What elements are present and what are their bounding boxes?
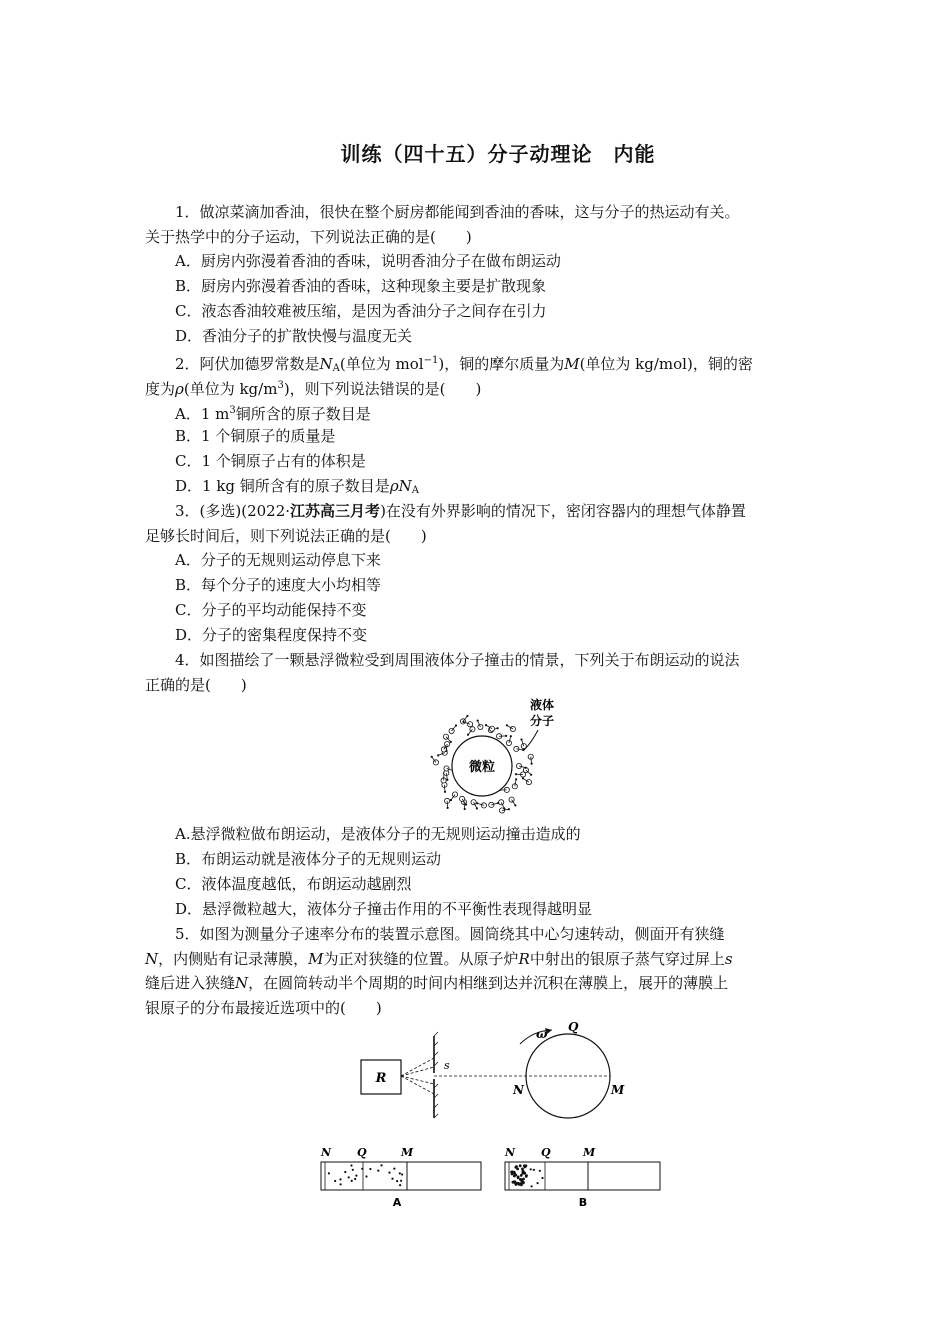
q3-option-c: C．分子的平均动能保持不变: [175, 601, 367, 619]
silver-atom-dot: [388, 1172, 390, 1174]
silver-atom-dot: [348, 1176, 350, 1178]
q5-text: ，在圆筒转动半个周期的时间内相继到达并沉积在薄膜上，展开的薄膜上: [248, 974, 729, 992]
omega-label: ω: [536, 1027, 548, 1041]
silver-atom-dot: [365, 1175, 367, 1177]
q5-stem-line1: 5．如图为测量分子速率分布的装置示意图。圆筒绕其中心匀速转动，侧面开有狭缝: [175, 925, 725, 943]
film-a: [321, 1162, 481, 1190]
film-a-n-label: N: [321, 1146, 332, 1159]
velocity-arrowhead: [444, 791, 446, 793]
silver-atom-dot: [393, 1168, 395, 1170]
silver-atom-dot: [399, 1184, 401, 1186]
apparatus-figure: [355, 1018, 635, 1130]
beam-ray: [401, 1058, 434, 1076]
q3-text: )在没有外界影响的情况下，密闭容器内的理想气体静置: [380, 502, 746, 520]
silver-atom-dot: [533, 1169, 535, 1171]
q3-option-d: D．分子的密集程度保持不变: [175, 626, 368, 644]
velocity-arrowhead: [497, 802, 499, 804]
velocity-arrowhead: [446, 779, 448, 781]
q5-symbol-n: N: [145, 950, 159, 968]
silver-atom-dot: [539, 1170, 541, 1172]
film-options-figure: [315, 1140, 670, 1215]
velocity-arrowhead: [431, 756, 433, 758]
slit-s-label: s: [444, 1059, 450, 1072]
q2-subscript: A: [332, 363, 340, 374]
q1-option-d: D．香油分子的扩散快慢与温度无关: [175, 327, 413, 345]
silver-atom-dot: [400, 1180, 402, 1182]
q2-stem-line2: [145, 375, 481, 400]
q5-symbol-m: M: [308, 950, 324, 968]
velocity-arrowhead: [530, 774, 532, 776]
film-a-m-label: M: [401, 1146, 414, 1159]
velocity-arrowhead: [465, 804, 467, 806]
velocity-arrowhead: [525, 767, 527, 769]
velocity-arrowhead: [447, 807, 449, 809]
liquid-molecule: [489, 802, 494, 807]
velocity-arrowhead: [506, 724, 508, 726]
particle-label: 微粒: [468, 760, 496, 775]
silver-atom-dot: [512, 1181, 515, 1184]
velocity-arrowhead: [485, 724, 487, 726]
beam-ray: [401, 1076, 434, 1094]
velocity-arrowhead: [450, 741, 452, 743]
q2-text: (单位为 kg/mol)，铜的密: [579, 355, 753, 373]
silver-atom-dot: [391, 1178, 393, 1180]
q5-symbol-n: N: [235, 974, 249, 992]
film-b: [505, 1162, 660, 1190]
q3-option-b: B．每个分子的速度大小均相等: [175, 576, 382, 594]
velocity-arrowhead: [437, 754, 439, 756]
q2-option-d: [175, 475, 419, 502]
velocity-arrowhead: [497, 727, 499, 729]
q3-source: 江苏高三月考: [290, 502, 381, 520]
screen-hatch: [434, 1032, 438, 1036]
q2-symbol-rho: ρ: [175, 380, 184, 398]
q2-text: )，则下列说法错误的是( ): [283, 380, 482, 398]
velocity-arrowhead: [522, 777, 524, 779]
velocity-arrowhead: [515, 778, 517, 780]
q2-symbol-n: N: [319, 355, 333, 373]
q2-option-c: C．1 个铜原子占有的体积是: [175, 452, 366, 470]
q3-option-a: A．分子的无规则运动停息下来: [175, 551, 381, 569]
q4-option-d: D．悬浮微粒越大，液体分子撞击作用的不平衡性表现得越明显: [175, 900, 593, 918]
q5-symbol-r: R: [518, 950, 530, 968]
q2-superscript: 3: [277, 380, 284, 391]
silver-atom-dot: [340, 1183, 342, 1185]
q1-option-b: B．厨房内弥漫着香油的香味，这种现象主要是扩散现象: [175, 277, 547, 295]
film-b-m-label: M: [583, 1146, 596, 1159]
q5-text: 缝后进入狭缝: [145, 974, 236, 992]
silver-atom-dot: [531, 1185, 533, 1187]
q2-subscript: A: [411, 485, 419, 496]
silver-atom-dot: [377, 1170, 379, 1172]
q2-text: (单位为 kg/m: [183, 380, 278, 398]
q2-option-a: [175, 400, 371, 425]
silver-atom-dot: [380, 1164, 382, 1166]
silver-atom-dot: [334, 1180, 336, 1182]
film-a-q-label: Q: [357, 1146, 367, 1159]
q2-text: A．1 m: [175, 405, 230, 423]
velocity-arrowhead: [450, 799, 452, 801]
liquid-label-2: 分子: [529, 714, 555, 728]
film-b-q-label: Q: [541, 1146, 551, 1159]
velocity-arrowhead: [476, 807, 478, 809]
silver-atom-dot: [511, 1170, 514, 1173]
velocity-arrowhead: [531, 763, 533, 765]
silver-atom-dot: [352, 1169, 354, 1171]
q5-text: ，内侧贴有记录薄膜，: [158, 950, 309, 968]
q2-symbol-rho-n: ρN: [389, 477, 412, 495]
beam-ray: [401, 1067, 434, 1076]
silver-atom-dot: [396, 1180, 398, 1182]
silver-atom-dot: [517, 1176, 520, 1179]
q4-option-a: A.悬浮微粒做布朗运动，是液体分子的无规则运动撞击造成的: [175, 825, 581, 843]
q3-stem-line1: [175, 500, 746, 522]
velocity-arrowhead: [520, 738, 522, 740]
silver-atom-dot: [355, 1175, 357, 1177]
liquid-molecule: [506, 740, 511, 745]
velocity-arrowhead: [466, 715, 468, 717]
silver-atom-dot: [351, 1180, 353, 1182]
liquid-molecule: [471, 800, 476, 805]
q2-text: (单位为 mol: [339, 355, 424, 373]
velocity-arrowhead: [510, 735, 512, 737]
silver-atom-dot: [513, 1175, 516, 1178]
q2-symbol-m: M: [564, 355, 580, 373]
silver-atom-dot: [350, 1164, 352, 1166]
q4-option-b: B．布朗运动就是液体分子的无规则运动: [175, 850, 442, 868]
silver-atom-dot: [537, 1182, 539, 1184]
point-n-label: N: [513, 1083, 524, 1097]
film-a-label: A: [392, 1196, 402, 1209]
silver-atom-dot: [517, 1182, 520, 1185]
q1-stem-line1: 1．做凉菜滴加香油，很快在整个厨房都能闻到香油的香味，这与分子的热运动有关。: [175, 203, 740, 221]
silver-atom-dot: [328, 1172, 330, 1174]
velocity-arrowhead: [505, 735, 507, 737]
silver-atom-dot: [401, 1173, 403, 1175]
q5-stem-line3: [145, 972, 728, 994]
silver-atom-dot: [516, 1168, 519, 1171]
q1-option-c: C．液态香油较难被压缩，是因为香油分子之间存在引力: [175, 302, 547, 320]
silver-atom-dot: [541, 1177, 543, 1179]
page-title: 训练（四十五）分子动理论 内能: [340, 142, 656, 166]
q2-text: D．1 kg 铜所含有的原子数目是: [175, 477, 390, 495]
q1-option-a: A．厨房内弥漫着香油的香味，说明香油分子在做布朗运动: [175, 252, 561, 270]
film-b-n-label: N: [505, 1146, 516, 1159]
velocity-arrowhead: [514, 804, 516, 806]
point-q-label: Q: [568, 1020, 579, 1034]
silver-atom-dot: [519, 1164, 522, 1167]
q2-text: )，铜的摩尔质量为: [438, 355, 565, 373]
silver-atom-dot: [525, 1174, 528, 1177]
point-m-label: M: [611, 1083, 625, 1097]
q2-text: 2．阿伏加德罗常数是: [175, 355, 320, 373]
silver-atom-dot: [344, 1171, 346, 1173]
q4-stem-line1: 4．如图描绘了一颗悬浮微粒受到周围液体分子撞击的情景，下列关于布朗运动的说法: [175, 651, 740, 669]
silver-atom-dot: [513, 1172, 516, 1175]
silver-atom-dot: [354, 1178, 356, 1180]
silver-atom-dot: [399, 1172, 401, 1174]
silver-atom-dot: [369, 1168, 371, 1170]
q2-option-b: B．1 个铜原子的质量是: [175, 427, 336, 445]
velocity-arrowhead: [467, 734, 469, 736]
beam-ray: [401, 1076, 434, 1084]
q5-text: 为正对狭缝的位置。从原子炉: [323, 950, 519, 968]
q2-superscript: 3: [229, 405, 236, 416]
silver-atom-dot: [521, 1179, 524, 1182]
q3-stem-line2: 足够长时间后，则下列说法正确的是( ): [145, 527, 427, 545]
q2-text: 度为: [145, 380, 176, 398]
velocity-arrowhead: [508, 808, 510, 810]
velocity-arrowhead: [462, 721, 464, 723]
liquid-label-1: 液体: [529, 698, 555, 712]
silver-atom-dot: [361, 1168, 363, 1170]
q5-text: 中射出的银原子蒸气穿过屏上: [529, 950, 725, 968]
rotating-cylinder: [526, 1034, 610, 1118]
q1-stem-line2: 关于热学中的分子运动，下列说法正确的是( ): [145, 228, 472, 246]
velocity-arrowhead: [477, 720, 479, 722]
q5-stem-line2: [145, 948, 733, 970]
silver-atom-dot: [525, 1164, 528, 1167]
q5-stem-line4: 银原子的分布最接近选项中的( ): [145, 999, 382, 1017]
velocity-arrowhead: [515, 773, 517, 775]
q4-option-c: C．液体温度越低，布朗运动越剧烈: [175, 875, 412, 893]
oven-label: R: [375, 1071, 387, 1086]
liquid-molecule: [509, 797, 514, 802]
brownian-motion-figure: [420, 690, 570, 815]
q4-stem-line2: 正确的是( ): [145, 676, 247, 694]
film-b-label: B: [578, 1196, 588, 1209]
liquid-molecule: [526, 780, 531, 785]
q2-text: 铜所含的原子数目是: [235, 405, 371, 423]
q5-symbol-s: s: [724, 950, 733, 968]
q2-superscript: −1: [423, 355, 439, 366]
liquid-molecule: [510, 726, 515, 731]
velocity-arrowhead: [464, 808, 466, 810]
silver-atom-dot: [339, 1178, 341, 1180]
velocity-arrowhead: [455, 724, 457, 726]
silver-atom-dot: [515, 1165, 518, 1168]
q3-text: 3．(多选)(2022·: [175, 502, 291, 520]
velocity-arrowhead: [445, 750, 447, 752]
silver-atom-dot: [530, 1168, 532, 1170]
silver-atom-dot: [520, 1174, 523, 1177]
silver-atom-dot: [521, 1168, 524, 1171]
